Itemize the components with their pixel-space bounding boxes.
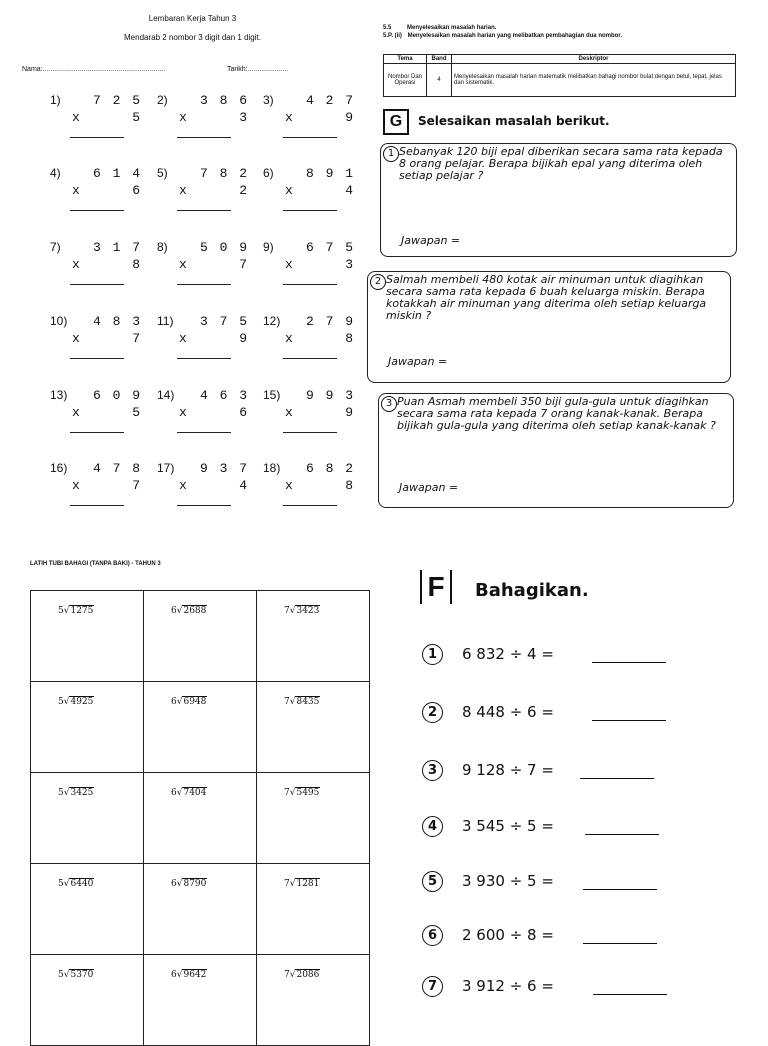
item-number: 2	[422, 702, 443, 723]
times-sign: x	[285, 405, 295, 420]
division-drill-title: LATIH TUBI BAHAGI (TANPA BAKI) - TAHUN 3	[30, 561, 161, 567]
long-division	[171, 878, 256, 889]
division-bracket-icon: √	[176, 606, 183, 616]
division-cell[interactable]	[144, 955, 257, 1046]
times-sign: x	[72, 257, 82, 272]
sp-line	[383, 33, 622, 39]
times-sign: x	[72, 110, 82, 125]
division-bracket-icon: √	[176, 970, 183, 980]
multiplication-problem	[157, 461, 257, 521]
problem-number: 2)	[157, 93, 168, 107]
item-number: 1	[422, 644, 443, 665]
problem-multiplier: 6	[239, 405, 249, 420]
division-expression: 6 832 ÷ 4 =	[462, 645, 554, 663]
divisor: 6	[171, 788, 177, 798]
divisor: 7	[284, 970, 290, 980]
problem-multiplicand: 6 1 4	[92, 166, 142, 181]
division-cell[interactable]	[257, 682, 370, 773]
answer-line	[177, 137, 231, 138]
division-row	[31, 955, 370, 1046]
problem-multiplicand: 6 7 5	[305, 240, 355, 255]
dividend: 2086	[296, 970, 320, 980]
multiplication-problem	[263, 388, 363, 448]
long-division	[58, 787, 143, 798]
division-bracket-icon: √	[289, 879, 296, 889]
problem-multiplier: 8	[132, 257, 142, 272]
division-bracket-icon: √	[289, 970, 296, 980]
multiplication-problem	[50, 240, 150, 300]
division-bracket-icon: √	[289, 606, 296, 616]
problem-number: 16)	[50, 461, 68, 475]
divisor: 6	[171, 879, 177, 889]
cell-tema: Nombor Dan Operasi	[384, 64, 427, 97]
problem-multiplier: 3	[345, 257, 355, 272]
problem-multiplier: 8	[345, 331, 355, 346]
problem-number: 6)	[263, 166, 274, 180]
multiplication-problem	[157, 240, 257, 300]
problem-multiplicand: 3 8 6	[199, 93, 249, 108]
times-sign: x	[72, 331, 82, 346]
question-text-1: Sebanyak 120 biji epal diberikan secara sama rata kepada 8 orang pelajar. Berapa bijikah epal yang diterima oleh setiap pelajar ?	[399, 145, 723, 182]
times-sign: x	[285, 331, 295, 346]
times-sign: x	[179, 478, 189, 493]
long-division	[171, 969, 256, 980]
answer-line	[283, 432, 337, 433]
division-expression: 3 545 ÷ 5 =	[462, 817, 554, 835]
long-division	[171, 696, 256, 707]
answer-line	[177, 210, 231, 211]
answer-line	[177, 284, 231, 285]
divisor: 7	[284, 606, 290, 616]
divisor: 6	[171, 970, 177, 980]
times-sign: x	[285, 183, 295, 198]
division-grid	[30, 590, 370, 1046]
answer-line	[283, 210, 337, 211]
divisor: 5	[58, 606, 64, 616]
problem-number: 11)	[157, 314, 174, 328]
division-expression: 9 128 ÷ 7 =	[462, 761, 554, 779]
multiplication-problem	[157, 388, 257, 448]
problem-number: 12)	[263, 314, 281, 328]
problem-multiplicand: 9 3 7	[199, 461, 249, 476]
long-division	[58, 969, 143, 980]
answer-line	[70, 358, 124, 359]
nama-dots: ...............................................................	[42, 66, 166, 73]
answer-label-2: Jawapan =	[388, 355, 448, 368]
times-sign: x	[179, 257, 189, 272]
tarikh-field	[227, 66, 288, 73]
problem-number: 3)	[263, 93, 274, 107]
problem-multiplier: 7	[132, 331, 142, 346]
problem-multiplier: 9	[345, 110, 355, 125]
problem-multiplicand: 8 9 1	[305, 166, 355, 181]
nama-label: Nama:	[22, 66, 43, 73]
dividend: 3423	[296, 606, 320, 616]
times-sign: x	[285, 110, 295, 125]
item-number: 6	[422, 925, 443, 946]
item-number: 4	[422, 816, 443, 837]
problem-number: 9)	[263, 240, 274, 254]
problem-multiplicand: 4 2 7	[305, 93, 355, 108]
standard-code: 5.5	[383, 25, 392, 31]
question-number-1: 1	[383, 146, 399, 162]
question-box-2	[367, 271, 731, 383]
problem-number: 13)	[50, 388, 68, 402]
multiplication-problem	[263, 461, 363, 521]
problem-multiplicand: 3 1 7	[92, 240, 142, 255]
dividend: 8435	[296, 697, 320, 707]
multiplication-problem	[50, 314, 150, 374]
dividend: 1275	[70, 606, 94, 616]
multiplication-problem	[50, 388, 150, 448]
multiplication-problem	[263, 166, 363, 226]
problem-multiplier: 3	[239, 110, 249, 125]
times-sign: x	[72, 405, 82, 420]
problem-multiplier: 5	[132, 110, 142, 125]
cell-deskriptor: Menyelesaikan masalah harian matematik melibatkan bahagi nombor bulat dengan betul, tepat, jelas dan sistematik.	[452, 64, 736, 97]
division-cell[interactable]	[31, 955, 144, 1046]
header-tema: Tema	[384, 55, 427, 64]
long-division	[171, 605, 256, 616]
problem-multiplicand: 4 8 3	[92, 314, 142, 329]
division-bracket-icon: √	[63, 697, 70, 707]
worksheet-subtitle: Mendarab 2 nombor 3 digit dan 1 digit.	[124, 33, 261, 42]
item-number: 3	[422, 760, 443, 781]
dividend: 6948	[183, 697, 207, 707]
answer-blank[interactable]	[593, 994, 667, 995]
long-division	[58, 878, 143, 889]
problem-multiplicand: 7 8 2	[199, 166, 249, 181]
question-box-3	[378, 393, 734, 508]
division-bracket-icon: √	[63, 606, 70, 616]
division-cell[interactable]	[144, 773, 257, 864]
problem-multiplicand: 2 7 9	[305, 314, 355, 329]
divisor: 6	[171, 606, 177, 616]
problem-multiplier: 9	[345, 405, 355, 420]
times-sign: x	[285, 257, 295, 272]
problem-number: 18)	[263, 461, 281, 475]
times-sign: x	[72, 183, 82, 198]
division-row	[31, 591, 370, 682]
divisor: 5	[58, 697, 64, 707]
worksheet-title: Lembaran Kerja Tahun 3	[148, 14, 237, 23]
division-bracket-icon: √	[63, 879, 70, 889]
multiplication-problem	[263, 240, 363, 300]
answer-line	[283, 137, 337, 138]
multiplication-problem	[157, 314, 257, 374]
problem-multiplier: 7	[132, 478, 142, 493]
long-division	[171, 787, 256, 798]
dividend: 4925	[70, 697, 94, 707]
cell-band: 4	[427, 64, 452, 97]
header-band: Band	[427, 55, 452, 64]
problem-multiplier: 8	[345, 478, 355, 493]
long-division	[284, 696, 369, 707]
division-cell[interactable]	[31, 864, 144, 955]
divisor: 5	[58, 788, 64, 798]
question-box-1	[380, 143, 737, 257]
sp-code: 5.P. (ii)	[383, 33, 402, 39]
long-division	[58, 696, 143, 707]
answer-line	[70, 210, 124, 211]
problem-multiplier: 9	[239, 331, 249, 346]
problem-multiplicand: 4 6 3	[199, 388, 249, 403]
multiplication-problem	[157, 93, 257, 153]
division-cell[interactable]	[257, 773, 370, 864]
long-division	[284, 605, 369, 616]
long-division	[284, 787, 369, 798]
answer-label-1: Jawapan =	[401, 234, 461, 247]
divisor: 7	[284, 879, 290, 889]
answer-line	[70, 137, 124, 138]
times-sign: x	[179, 183, 189, 198]
multiplication-problem	[263, 93, 363, 153]
problem-multiplier: 7	[239, 257, 249, 272]
division-bracket-icon: √	[176, 697, 183, 707]
problem-multiplicand: 6 0 9	[92, 388, 142, 403]
dividend: 9642	[183, 970, 207, 980]
question-text-2: Salmah membeli 480 kotak air minuman untuk diagihkan secara sama rata kepada 6 buah keluarga miskin. Berapa kotakkah air minuman yang diterima oleh setiap keluarga miskin ?	[386, 273, 707, 322]
division-bracket-icon: √	[176, 879, 183, 889]
answer-blank[interactable]	[583, 943, 657, 944]
problem-multiplicand: 4 7 8	[92, 461, 142, 476]
division-cell[interactable]	[144, 682, 257, 773]
times-sign: x	[179, 331, 189, 346]
problem-multiplier: 5	[132, 405, 142, 420]
division-bracket-icon: √	[289, 697, 296, 707]
division-bracket-icon: √	[176, 788, 183, 798]
division-cell[interactable]	[144, 864, 257, 955]
divisor: 7	[284, 788, 290, 798]
division-bracket-icon: √	[63, 970, 70, 980]
header-deskriptor: Deskriptor	[452, 55, 736, 64]
problem-number: 17)	[157, 461, 175, 475]
problem-number: 8)	[157, 240, 168, 254]
division-row	[31, 864, 370, 955]
question-number-2: 2	[370, 274, 386, 290]
divisor: 6	[171, 697, 177, 707]
answer-line	[177, 432, 231, 433]
problem-multiplier: 6	[132, 183, 142, 198]
question-text-3: Puan Asmah membeli 350 biji gula-gula untuk diagihkan secara sama rata kepada 7 orang kanak-kanak. Berapa bijikah gula-gula yang diterima oleh setiap kanak-kanak ?	[397, 395, 716, 432]
division-bracket-icon: √	[289, 788, 296, 798]
tarikh-label: Tarikh:	[227, 66, 248, 73]
section-f-title: Bahagikan.	[475, 580, 589, 601]
division-cell[interactable]	[257, 591, 370, 682]
nama-field	[22, 66, 165, 73]
times-sign: x	[179, 110, 189, 125]
answer-line	[283, 505, 337, 506]
multiplication-problem	[50, 166, 150, 226]
problem-number: 15)	[263, 388, 281, 402]
section-f-letter: F	[420, 570, 452, 604]
dividend: 5495	[296, 788, 320, 798]
times-sign: x	[72, 478, 82, 493]
long-division	[284, 969, 369, 980]
dividend: 6440	[70, 879, 94, 889]
answer-line	[70, 432, 124, 433]
answer-line	[177, 358, 231, 359]
problem-number: 4)	[50, 166, 61, 180]
sp-text: Menyelesaikan masalah harian yang melibatkan pembahagian dua nombor.	[407, 33, 622, 39]
problem-multiplier: 2	[239, 183, 249, 198]
dividend: 7404	[183, 788, 207, 798]
descriptor-table	[383, 54, 736, 97]
long-division	[284, 878, 369, 889]
times-sign: x	[285, 478, 295, 493]
problem-number: 1)	[50, 93, 61, 107]
multiplication-problem	[157, 166, 257, 226]
multiplication-problem	[263, 314, 363, 374]
answer-blank[interactable]	[592, 720, 666, 721]
division-cell[interactable]	[31, 682, 144, 773]
dividend: 5370	[70, 970, 94, 980]
answer-blank[interactable]	[580, 778, 654, 779]
tarikh-dots: .....................	[247, 66, 289, 73]
answer-line	[177, 505, 231, 506]
division-row	[31, 682, 370, 773]
dividend: 3425	[70, 788, 94, 798]
problem-multiplicand: 6 8 2	[305, 461, 355, 476]
problem-multiplicand: 9 9 3	[305, 388, 355, 403]
answer-label-3: Jawapan =	[399, 481, 459, 494]
problem-number: 7)	[50, 240, 61, 254]
problem-multiplicand: 5 0 9	[199, 240, 249, 255]
item-number: 5	[422, 871, 443, 892]
multiplication-problem	[50, 461, 150, 521]
problem-multiplier: 4	[239, 478, 249, 493]
answer-blank[interactable]	[592, 662, 666, 663]
answer-line	[283, 284, 337, 285]
problem-number: 10)	[50, 314, 68, 328]
problem-number: 5)	[157, 166, 168, 180]
division-cell[interactable]	[257, 864, 370, 955]
answer-line	[283, 358, 337, 359]
answer-line	[70, 284, 124, 285]
standard-text: Menyelesaikan masalah harian.	[407, 25, 497, 31]
problem-multiplicand: 3 7 5	[199, 314, 249, 329]
answer-line	[70, 505, 124, 506]
problem-multiplier: 4	[345, 183, 355, 198]
dividend: 1281	[296, 879, 320, 889]
question-number-3: 3	[381, 396, 397, 412]
standard-line	[383, 25, 496, 31]
division-cell[interactable]	[31, 591, 144, 682]
divisor: 5	[58, 970, 64, 980]
division-cell[interactable]	[31, 773, 144, 864]
problem-multiplicand: 7 2 5	[92, 93, 142, 108]
divisor: 5	[58, 879, 64, 889]
division-expression: 2 600 ÷ 8 =	[462, 926, 554, 944]
section-g-title: Selesaikan masalah berikut.	[418, 114, 610, 128]
division-cell[interactable]	[144, 591, 257, 682]
long-division	[58, 605, 143, 616]
problem-number: 14)	[157, 388, 175, 402]
multiplication-problem	[50, 93, 150, 153]
section-g-letter: G	[383, 109, 409, 135]
times-sign: x	[179, 405, 189, 420]
answer-blank[interactable]	[583, 889, 657, 890]
division-expression: 3 912 ÷ 6 =	[462, 977, 554, 995]
division-row	[31, 773, 370, 864]
division-bracket-icon: √	[63, 788, 70, 798]
division-expression: 8 448 ÷ 6 =	[462, 703, 554, 721]
item-number: 7	[422, 976, 443, 997]
answer-blank[interactable]	[585, 834, 659, 835]
dividend: 8790	[183, 879, 207, 889]
divisor: 7	[284, 697, 290, 707]
division-expression: 3 930 ÷ 5 =	[462, 872, 554, 890]
dividend: 2688	[183, 606, 207, 616]
division-cell[interactable]	[257, 955, 370, 1046]
